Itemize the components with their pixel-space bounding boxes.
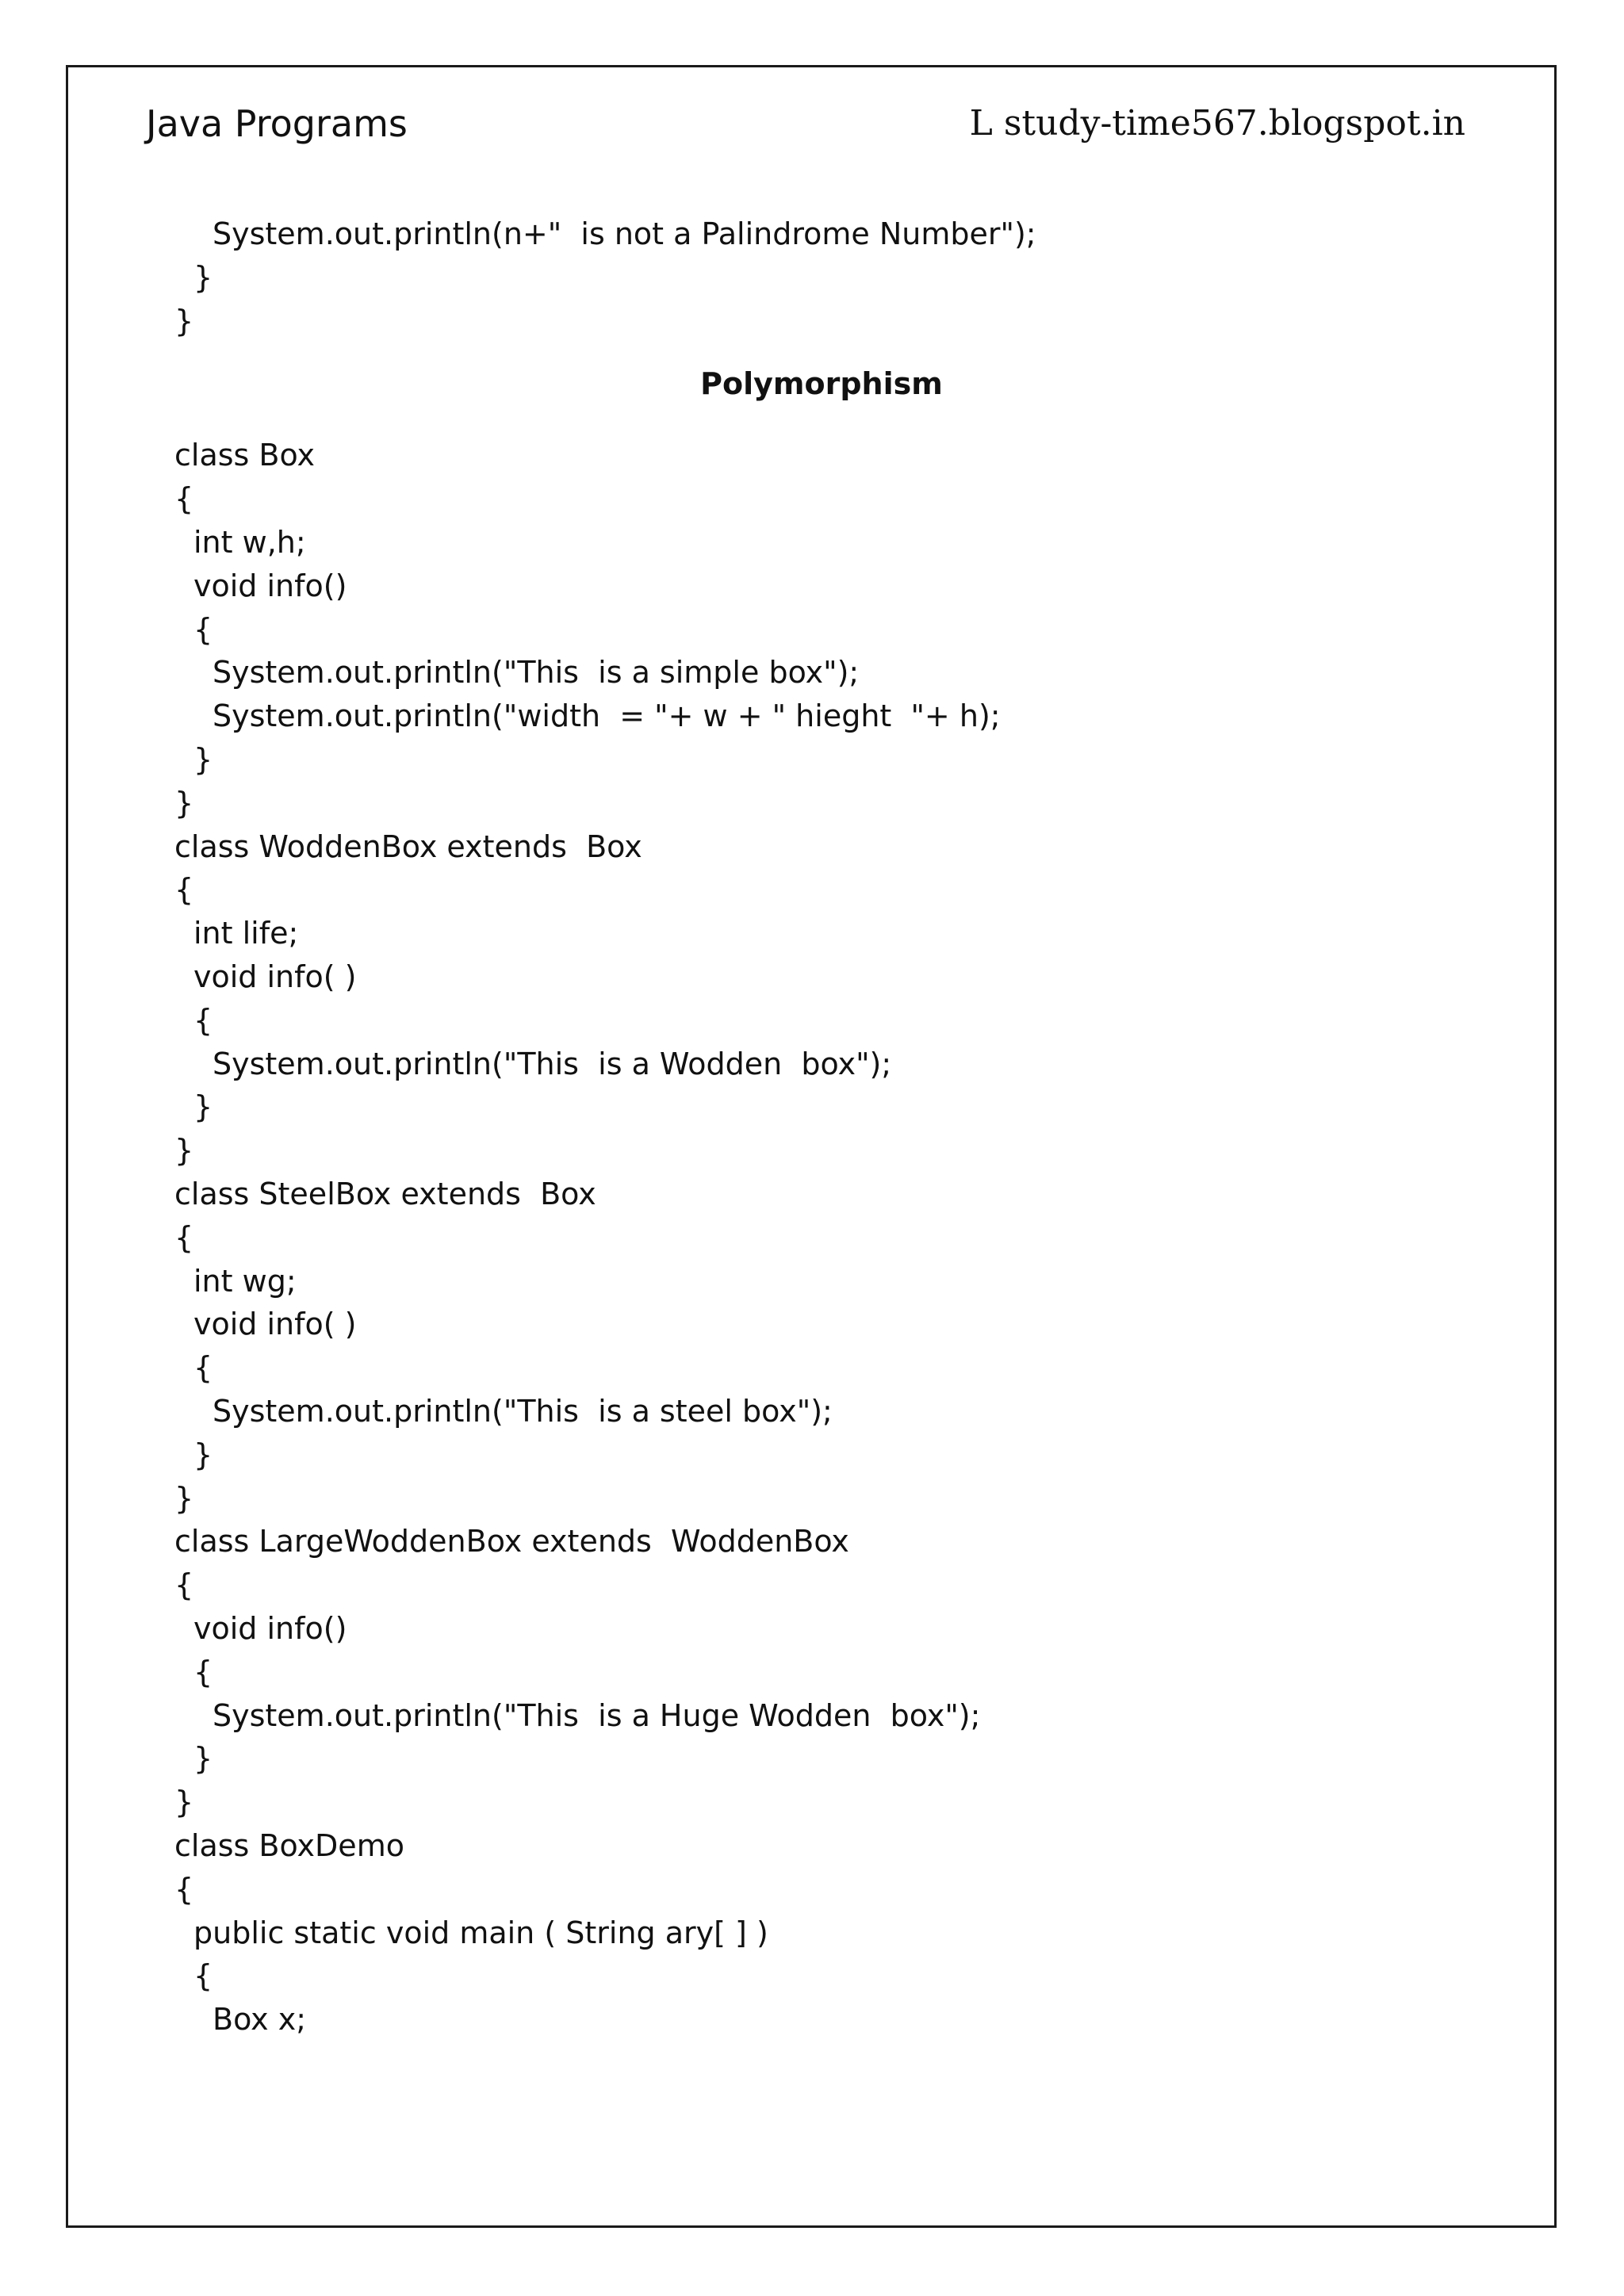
code-line: { (193, 611, 213, 647)
code-line: void info( ) (193, 959, 357, 995)
header-title: Java Programs (146, 102, 408, 145)
code-line: class LargeWoddenBox extends WoddenBox (174, 1524, 849, 1559)
code-line: { (174, 1871, 194, 1907)
code-line: { (174, 872, 194, 908)
code-line: } (193, 1089, 213, 1125)
code-line: int life; (193, 916, 299, 951)
code-line: } (174, 303, 194, 339)
header-site-url: L study-time567.blogspot.in (969, 103, 1465, 144)
code-line: void info() (193, 1611, 347, 1647)
code-line: System.out.println("This is a Wodden box"); (213, 1046, 892, 1081)
code-line: System.out.println("This is a steel box"); (213, 1394, 833, 1429)
code-line: } (174, 1785, 194, 1820)
code-line: int w,h; (193, 525, 306, 561)
section-title: Polymorphism (700, 365, 943, 401)
code-line: { (193, 1654, 213, 1689)
code-line: } (193, 1741, 213, 1777)
code-line: { (174, 481, 194, 517)
code-line: void info( ) (193, 1307, 357, 1342)
code-line: System.out.println("This is a simple box"); (213, 655, 860, 691)
code-line: Box x; (213, 2002, 307, 2038)
code-line: } (174, 785, 194, 821)
code-line: class BoxDemo (174, 1828, 404, 1864)
code-line: System.out.println("width = "+ w + " hieght "+ h); (213, 698, 1001, 734)
code-line: class WoddenBox extends Box (174, 828, 642, 864)
code-line: } (193, 1437, 213, 1472)
code-line: class Box (174, 438, 316, 473)
code-line: } (193, 259, 213, 295)
code-line: { (193, 1350, 213, 1386)
code-line: void info() (193, 568, 347, 603)
code-line: } (174, 1133, 194, 1169)
code-line: { (193, 1002, 213, 1038)
code-line: System.out.println("This is a Huge Wodden box"); (213, 1697, 981, 1733)
code-line: System.out.println(n+" is not a Palindrome Number"); (213, 216, 1036, 251)
code-line: int wg; (193, 1263, 297, 1299)
code-line: { (174, 1219, 194, 1255)
code-line: class SteelBox extends Box (174, 1177, 596, 1212)
code-line: } (174, 1480, 194, 1516)
code-line: public static void main ( String ary[ ] ) (193, 1915, 768, 1950)
code-line: { (174, 1567, 194, 1603)
code-line: } (193, 742, 213, 778)
code-line: { (193, 1958, 213, 1994)
